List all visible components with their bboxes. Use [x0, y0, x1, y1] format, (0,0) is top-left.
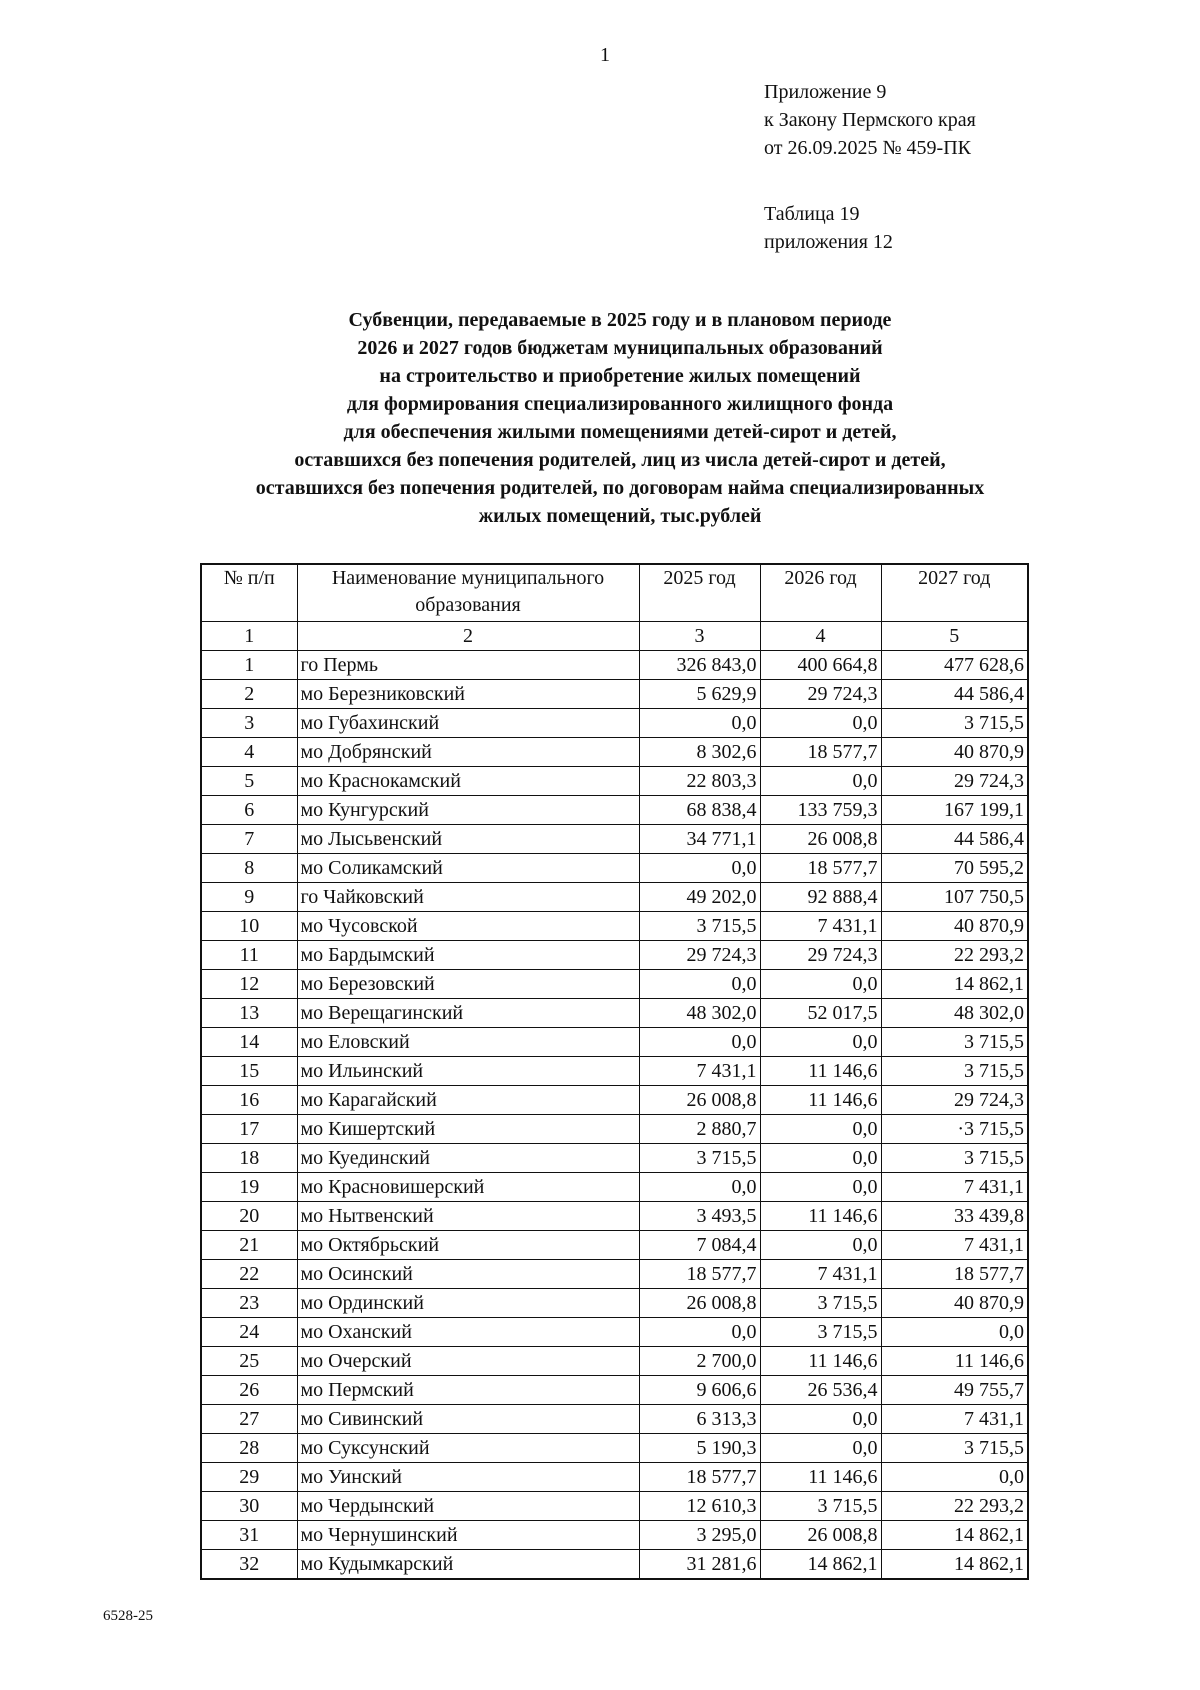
value-2026: 92 888,4: [760, 883, 881, 912]
municipality-name: мо Октябрьский: [297, 1231, 639, 1260]
row-number: 26: [201, 1376, 297, 1405]
value-2027: 7 431,1: [881, 1405, 1028, 1434]
value-2026: 0,0: [760, 1405, 881, 1434]
table-row: [201, 1434, 1028, 1463]
header-number: № п/п: [201, 564, 297, 622]
column-number-row: [201, 622, 1028, 651]
table-row: [201, 651, 1028, 680]
municipality-name: мо Сивинский: [297, 1405, 639, 1434]
value-2027: ·3 715,5: [881, 1115, 1028, 1144]
value-2025: 12 610,3: [639, 1492, 760, 1521]
table-row: [201, 941, 1028, 970]
municipality-name: мо Бардымский: [297, 941, 639, 970]
value-2026: 400 664,8: [760, 651, 881, 680]
table-row: [201, 1057, 1028, 1086]
table-body: [201, 651, 1028, 1580]
value-2025: 3 715,5: [639, 912, 760, 941]
value-2025: 29 724,3: [639, 941, 760, 970]
value-2026: 18 577,7: [760, 738, 881, 767]
table-row: [201, 796, 1028, 825]
title-line: оставшихся без попечения родителей, лиц из числа детей-сирот и детей,: [294, 449, 946, 471]
value-2027: 107 750,5: [881, 883, 1028, 912]
value-2025: 0,0: [639, 709, 760, 738]
value-2027: 70 595,2: [881, 854, 1028, 883]
municipality-name: мо Осинский: [297, 1260, 639, 1289]
table-row: [201, 738, 1028, 767]
appendix-line: Приложение 9: [764, 81, 887, 103]
value-2025: 7 431,1: [639, 1057, 760, 1086]
title-line: жилых помещений, тыс.рублей: [478, 505, 762, 527]
municipality-name: мо Кунгурский: [297, 796, 639, 825]
municipality-name: мо Добрянский: [297, 738, 639, 767]
value-2025: 5 190,3: [639, 1434, 760, 1463]
municipality-name: мо Карагайский: [297, 1086, 639, 1115]
value-2026: 26 008,8: [760, 825, 881, 854]
municipality-name: мо Куединский: [297, 1144, 639, 1173]
row-number: 21: [201, 1231, 297, 1260]
row-number: 1: [201, 651, 297, 680]
value-2025: 0,0: [639, 1173, 760, 1202]
table-row: [201, 1144, 1028, 1173]
value-2025: 5 629,9: [639, 680, 760, 709]
row-number: 3: [201, 709, 297, 738]
value-2025: 34 771,1: [639, 825, 760, 854]
municipality-name: мо Суксунский: [297, 1434, 639, 1463]
value-2025: 18 577,7: [639, 1463, 760, 1492]
row-number: 9: [201, 883, 297, 912]
value-2026: 14 862,1: [760, 1550, 881, 1580]
value-2026: 7 431,1: [760, 912, 881, 941]
row-number: 5: [201, 767, 297, 796]
value-2025: 48 302,0: [639, 999, 760, 1028]
row-number: 13: [201, 999, 297, 1028]
value-2027: 3 715,5: [881, 1028, 1028, 1057]
value-2025: 3 493,5: [639, 1202, 760, 1231]
value-2027: 44 586,4: [881, 825, 1028, 854]
value-2026: 0,0: [760, 1028, 881, 1057]
municipality-name: мо Березовский: [297, 970, 639, 999]
row-number: 28: [201, 1434, 297, 1463]
municipality-name: мо Оханский: [297, 1318, 639, 1347]
row-number: 4: [201, 738, 297, 767]
table-row: [201, 912, 1028, 941]
value-2026: 133 759,3: [760, 796, 881, 825]
value-2025: 31 281,6: [639, 1550, 760, 1580]
table-row: [201, 999, 1028, 1028]
value-2026: 0,0: [760, 1115, 881, 1144]
document-code: 6528-25: [103, 1608, 153, 1624]
header-2026: 2026 год: [760, 564, 881, 622]
appendix-line: к Закону Пермского края: [764, 109, 976, 131]
value-2027: 7 431,1: [881, 1173, 1028, 1202]
value-2026: 3 715,5: [760, 1492, 881, 1521]
value-2026: 18 577,7: [760, 854, 881, 883]
row-number: 22: [201, 1260, 297, 1289]
municipality-name: мо Кудымкарский: [297, 1550, 639, 1580]
row-number: 29: [201, 1463, 297, 1492]
municipality-name: мо Еловский: [297, 1028, 639, 1057]
row-number: 2: [201, 680, 297, 709]
value-2027: 14 862,1: [881, 1550, 1028, 1580]
value-2026: 11 146,6: [760, 1057, 881, 1086]
value-2027: 18 577,7: [881, 1260, 1028, 1289]
page-number: 1: [600, 44, 610, 66]
value-2025: 0,0: [639, 1318, 760, 1347]
title-line: для обеспечения жилыми помещениями детей-сирот и детей,: [343, 421, 897, 443]
table-header-row: [201, 564, 1028, 622]
table-row: [201, 825, 1028, 854]
table-reference: [764, 200, 893, 256]
value-2025: 26 008,8: [639, 1086, 760, 1115]
table-row: [201, 1289, 1028, 1318]
municipality-name: мо Ординский: [297, 1289, 639, 1318]
table-row: [201, 1318, 1028, 1347]
row-number: 25: [201, 1347, 297, 1376]
value-2026: 0,0: [760, 1173, 881, 1202]
value-2026: 26 536,4: [760, 1376, 881, 1405]
value-2025: 3 295,0: [639, 1521, 760, 1550]
value-2025: 2 700,0: [639, 1347, 760, 1376]
municipality-name: мо Верещагинский: [297, 999, 639, 1028]
header-2025: 2025 год: [639, 564, 760, 622]
value-2027: 22 293,2: [881, 1492, 1028, 1521]
row-number: 20: [201, 1202, 297, 1231]
value-2026: 11 146,6: [760, 1463, 881, 1492]
value-2027: 44 586,4: [881, 680, 1028, 709]
title-line: 2026 и 2027 годов бюджетам муниципальных образований: [357, 337, 883, 359]
column-number: 1: [201, 622, 297, 651]
value-2025: 0,0: [639, 854, 760, 883]
value-2025: 7 084,4: [639, 1231, 760, 1260]
value-2025: 49 202,0: [639, 883, 760, 912]
title-line: для формирования специализированного жилищного фонда: [346, 393, 894, 415]
value-2027: 0,0: [881, 1318, 1028, 1347]
table-row: [201, 1463, 1028, 1492]
value-2025: 26 008,8: [639, 1289, 760, 1318]
value-2027: 40 870,9: [881, 912, 1028, 941]
row-number: 8: [201, 854, 297, 883]
value-2026: 29 724,3: [760, 680, 881, 709]
row-number: 18: [201, 1144, 297, 1173]
row-number: 12: [201, 970, 297, 999]
value-2027: 40 870,9: [881, 738, 1028, 767]
value-2025: 2 880,7: [639, 1115, 760, 1144]
municipality-name: мо Кишертский: [297, 1115, 639, 1144]
document-title: [100, 306, 1140, 530]
value-2027: 0,0: [881, 1463, 1028, 1492]
title-line: оставшихся без попечения родителей, по договорам найма специализированных: [255, 477, 985, 499]
value-2027: 49 755,7: [881, 1376, 1028, 1405]
row-number: 15: [201, 1057, 297, 1086]
row-number: 23: [201, 1289, 297, 1318]
value-2027: 33 439,8: [881, 1202, 1028, 1231]
value-2027: 29 724,3: [881, 1086, 1028, 1115]
table-row: [201, 767, 1028, 796]
municipality-name: мо Чернушинский: [297, 1521, 639, 1550]
row-number: 6: [201, 796, 297, 825]
value-2026: 52 017,5: [760, 999, 881, 1028]
row-number: 32: [201, 1550, 297, 1580]
value-2026: 11 146,6: [760, 1347, 881, 1376]
table-row: [201, 883, 1028, 912]
value-2026: 3 715,5: [760, 1318, 881, 1347]
value-2027: 477 628,6: [881, 651, 1028, 680]
row-number: 30: [201, 1492, 297, 1521]
row-number: 24: [201, 1318, 297, 1347]
municipality-name: го Чайковский: [297, 883, 639, 912]
row-number: 14: [201, 1028, 297, 1057]
value-2026: 29 724,3: [760, 941, 881, 970]
row-number: 19: [201, 1173, 297, 1202]
value-2027: 3 715,5: [881, 1434, 1028, 1463]
table-row: [201, 1173, 1028, 1202]
municipality-name: мо Уинский: [297, 1463, 639, 1492]
row-number: 31: [201, 1521, 297, 1550]
value-2027: 14 862,1: [881, 1521, 1028, 1550]
header-2027: 2027 год: [881, 564, 1028, 622]
value-2025: 8 302,6: [639, 738, 760, 767]
municipality-name: мо Нытвенский: [297, 1202, 639, 1231]
municipality-name: мо Красновишерский: [297, 1173, 639, 1202]
municipality-name: мо Краснокамский: [297, 767, 639, 796]
table-row: [201, 1028, 1028, 1057]
row-number: 16: [201, 1086, 297, 1115]
row-number: 7: [201, 825, 297, 854]
value-2026: 0,0: [760, 1231, 881, 1260]
table-row: [201, 1115, 1028, 1144]
value-2025: 326 843,0: [639, 651, 760, 680]
value-2025: 9 606,6: [639, 1376, 760, 1405]
value-2027: 7 431,1: [881, 1231, 1028, 1260]
table-row: [201, 1347, 1028, 1376]
value-2027: 3 715,5: [881, 1144, 1028, 1173]
row-number: 10: [201, 912, 297, 941]
table-row: [201, 1202, 1028, 1231]
table-row: [201, 1086, 1028, 1115]
column-number: 2: [297, 622, 639, 651]
table-row: [201, 1405, 1028, 1434]
column-number: 3: [639, 622, 760, 651]
municipality-name: мо Березниковский: [297, 680, 639, 709]
value-2026: 26 008,8: [760, 1521, 881, 1550]
value-2025: 0,0: [639, 1028, 760, 1057]
municipality-name: мо Ильинский: [297, 1057, 639, 1086]
value-2026: 11 146,6: [760, 1086, 881, 1115]
value-2026: 0,0: [760, 970, 881, 999]
value-2027: 3 715,5: [881, 1057, 1028, 1086]
municipality-name: мо Пермский: [297, 1376, 639, 1405]
table-row: [201, 1521, 1028, 1550]
table-row: [201, 1231, 1028, 1260]
municipality-name: мо Чердынский: [297, 1492, 639, 1521]
value-2027: 48 302,0: [881, 999, 1028, 1028]
municipality-name: мо Очерский: [297, 1347, 639, 1376]
value-2025: 0,0: [639, 970, 760, 999]
municipality-name: мо Соликамский: [297, 854, 639, 883]
municipality-name: го Пермь: [297, 651, 639, 680]
table-row: [201, 680, 1028, 709]
value-2026: 0,0: [760, 767, 881, 796]
column-number: 4: [760, 622, 881, 651]
value-2025: 3 715,5: [639, 1144, 760, 1173]
table-row: [201, 1376, 1028, 1405]
value-2027: 11 146,6: [881, 1347, 1028, 1376]
column-number: 5: [881, 622, 1028, 651]
value-2025: 68 838,4: [639, 796, 760, 825]
value-2025: 6 313,3: [639, 1405, 760, 1434]
value-2026: 0,0: [760, 1144, 881, 1173]
row-number: 11: [201, 941, 297, 970]
municipality-name: мо Лысьвенский: [297, 825, 639, 854]
table-ref-line: Таблица 19: [764, 203, 860, 225]
title-line: на строительство и приобретение жилых помещений: [379, 365, 861, 387]
table-row: [201, 854, 1028, 883]
table-row: [201, 970, 1028, 999]
value-2027: 14 862,1: [881, 970, 1028, 999]
value-2026: 0,0: [760, 1434, 881, 1463]
value-2027: 167 199,1: [881, 796, 1028, 825]
row-number: 27: [201, 1405, 297, 1434]
value-2027: 22 293,2: [881, 941, 1028, 970]
value-2026: 0,0: [760, 709, 881, 738]
title-line: Субвенции, передаваемые в 2025 году и в плановом периоде: [348, 309, 892, 331]
header-municipality: Наименование муниципального образования: [297, 564, 639, 622]
table-row: [201, 1260, 1028, 1289]
appendix-reference: [764, 78, 976, 162]
table-ref-line: приложения 12: [764, 231, 893, 253]
value-2026: 7 431,1: [760, 1260, 881, 1289]
value-2026: 11 146,6: [760, 1202, 881, 1231]
value-2026: 3 715,5: [760, 1289, 881, 1318]
table-row: [201, 1492, 1028, 1521]
value-2025: 18 577,7: [639, 1260, 760, 1289]
value-2027: 3 715,5: [881, 709, 1028, 738]
value-2027: 29 724,3: [881, 767, 1028, 796]
table-row: [201, 709, 1028, 738]
value-2025: 22 803,3: [639, 767, 760, 796]
municipality-name: мо Губахинский: [297, 709, 639, 738]
appendix-line: от 26.09.2025 № 459-ПК: [764, 137, 972, 159]
municipality-name: мо Чусовской: [297, 912, 639, 941]
table-row: [201, 1550, 1028, 1580]
value-2027: 40 870,9: [881, 1289, 1028, 1318]
row-number: 17: [201, 1115, 297, 1144]
subsidies-table: [200, 563, 1029, 1580]
